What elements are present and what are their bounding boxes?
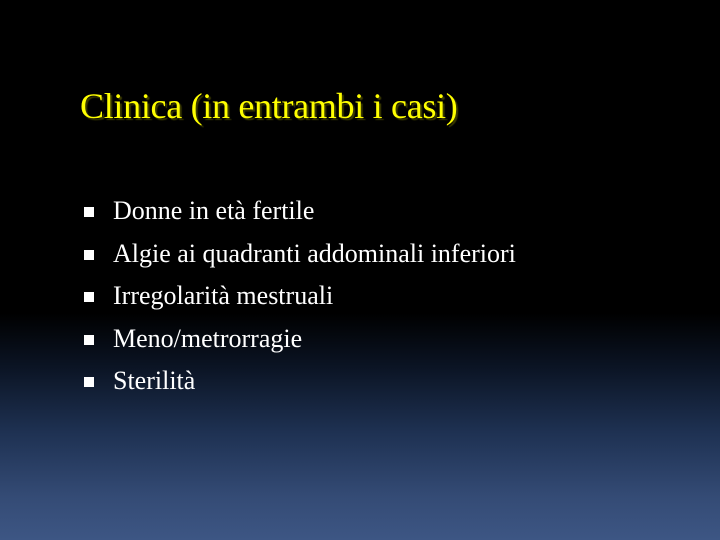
list-item-text: Algie ai quadranti addominali inferiori: [113, 238, 516, 268]
bullet-list: [84, 190, 516, 403]
square-bullet-icon: [84, 207, 94, 217]
square-bullet-icon: [84, 250, 94, 260]
list-item: [84, 360, 516, 403]
list-item-text: Meno/metrorragie: [113, 323, 303, 353]
list-item-text: Irregolarità mestruali: [113, 281, 334, 311]
list-item: [84, 233, 516, 276]
list-item-text: Sterilità: [113, 366, 196, 396]
square-bullet-icon: [84, 377, 94, 387]
square-bullet-icon: [84, 292, 94, 302]
list-item: [84, 318, 516, 361]
square-bullet-icon: [84, 335, 94, 345]
slide-title: Clinica (in entrambi i casi): [80, 86, 458, 126]
list-item: [84, 190, 516, 233]
list-item: [84, 275, 516, 318]
list-item-text: Donne in età fertile: [113, 196, 315, 226]
